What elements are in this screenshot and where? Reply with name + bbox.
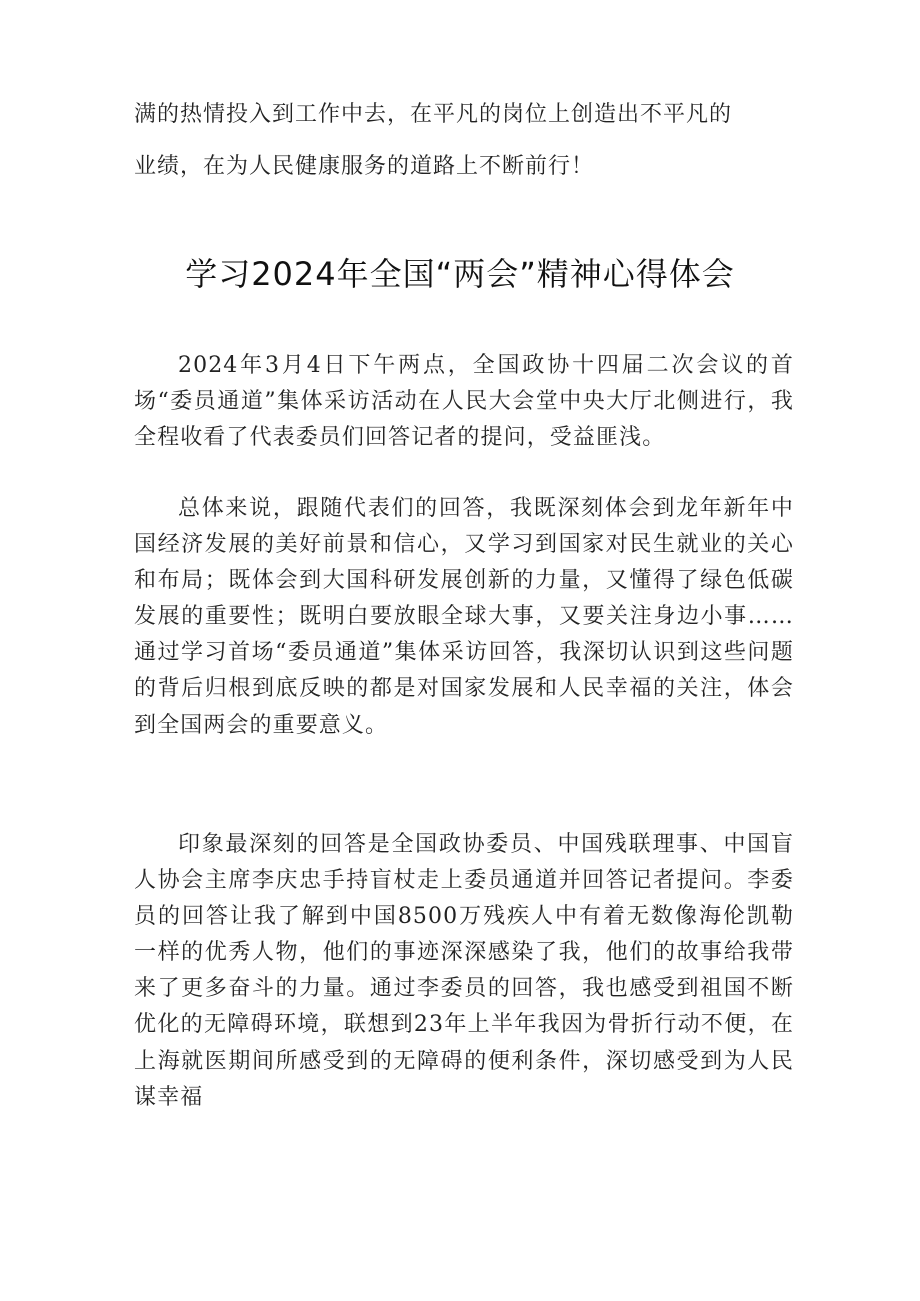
carryover-line-2: 业绩，在为人民健康服务的道路上不断前行！ bbox=[134, 154, 595, 179]
paragraph-2: 总体来说，跟随代表们的回答，我既深刻体会到龙年新年中国经济发展的美好前景和信心，又学习到国家对民生就业的关心和布局；既体会到大国科研发展创新的力量，又懂得了绿色低碳发展的重要性；既明白要放眼全球大事，又要关注身边小事……通过学习首场“委员通道”集体采访回答，我深切认识到这些问题的背后归根到底反映的都是对国家发展和人民幸福的关注，体会到全国两会的重要意义。 bbox=[134, 496, 794, 738]
article-title: 学习2024年全国“两会”精神心得体会 bbox=[185, 255, 735, 293]
paragraph-1: 2024年3月4日下午两点，全国政协十四届二次会议的首场“委员通道”集体采访活动在人民大会堂中央大厅北侧进行，我全程收看了代表委员们回答记者的提问，受益匪浅。 bbox=[134, 353, 794, 451]
carryover-line-1: 满的热情投入到工作中去，在平凡的岗位上创造出不平凡的 bbox=[134, 102, 733, 127]
paragraph-3: 印象最深刻的回答是全国政协委员、中国残联理事、中国盲人协会主席李庆忠手持盲杖走上委员通道并回答记者提问。李委员的回答让我了解到中国8500万残疾人中有着无数像海伦凯勒一样的优秀人物，他们的事迹深深感染了我，他们的故事给我带来了更多奋斗的力量。通过李委员的回答，我也感受到祖国不断优化的无障碍环境，联想到23年上半年我因为骨折行动不便，在上海就医期间所感受到的无障碍的便利条件，深切感受到为人民谋幸福 bbox=[134, 832, 794, 1110]
